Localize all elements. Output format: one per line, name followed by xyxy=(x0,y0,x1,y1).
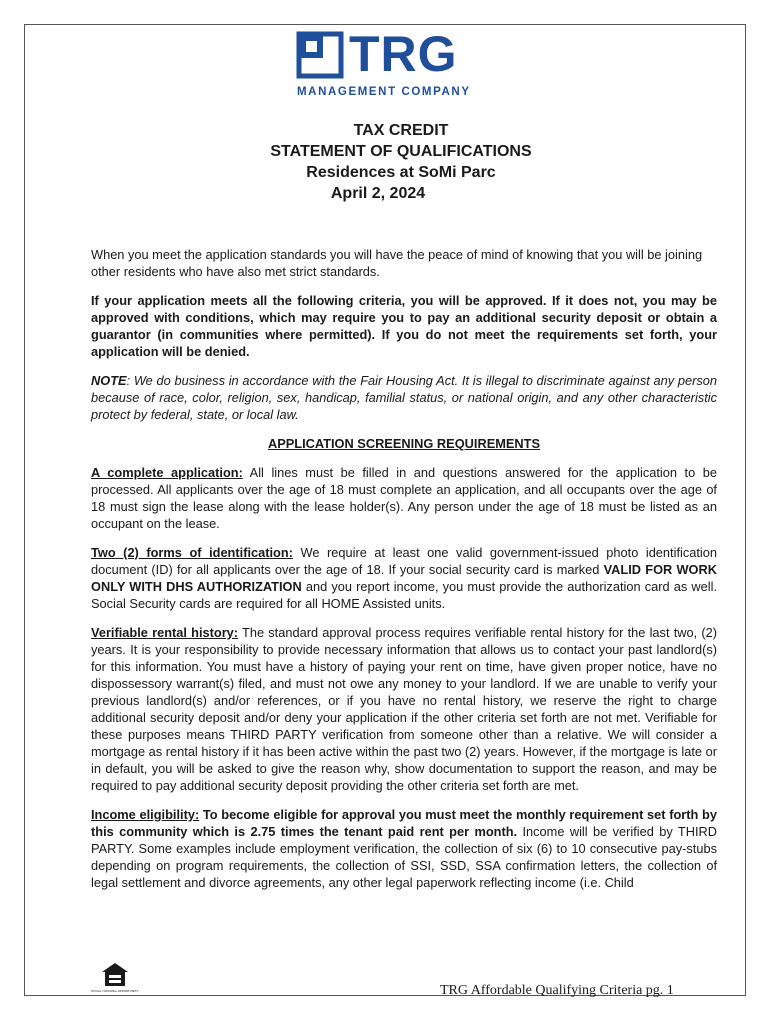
equal-housing-opportunity-icon xyxy=(91,962,139,994)
complete-application-lead: A complete application: xyxy=(91,465,243,480)
trg-logo-mark-icon xyxy=(297,32,343,78)
identification-emphasis: VALID FOR WORK ONLY WITH DHS AUTHORIZATION xyxy=(91,562,717,594)
note-label: NOTE xyxy=(91,373,127,388)
rental-history-text: The standard approval process requires verifiable rental history for the last two, (2) years. It is your responsibility to provide necessary information that allows us to contact your past landlord(s) for this information. You must have a history of paying your rent on time, have given proper notice, have no dispossessory warrant(s) filed, and must not owe any money to your landlord. If we are unable to verify your previous landlord(s) and/or references, or if you have no rental history, we reserve the right to charge additional security deposit and/or deny your application if the other criteria set forth are not met. Verifiable for these purposes means THIRD PARTY verification from someone other than a relative. We will consider a mortgage as rental history if it has been active within the past two (2) years. However, if the mortgage is late or in default, you will be asked to give the reason why, show documentation to support the reason, and may be required to pay additional security deposit providing the other criteria set forth are met. xyxy=(91,625,717,793)
income-emphasis: To become eligible for approval you must meet the monthly requirement set forth by this community which is 2.75 times the tenant paid rent per month. xyxy=(91,807,717,839)
title-line-3: Residences at SoMi Parc xyxy=(306,164,496,181)
income-text: Income will be verified by THIRD PARTY. Some examples include employment verification, the collection of six (6) to 10 consecutive pay-stubs depending on program requirements, the collection of SSI, SSD, SSA confirmation letters, the collection of legal settlement and divorce agreements, any other legal paperwork reflecting income (i.e. Child xyxy=(91,824,718,890)
document-body xyxy=(91,246,717,903)
footer-page-label: TRG Affordable Qualifying Criteria pg. 1 xyxy=(440,983,674,998)
complete-application-text: All lines must be filled in and questions answered for the application to be processed. All applicants over the age of 18 must complete an application, and all occupants over the age of 18 must sign the lease along with the lease holder(s). Any person under the age of 18 must be listed as an occupant on the lease. xyxy=(91,465,717,531)
equal-housing-caption: EQUAL HOUSING OPPORTUNITY xyxy=(91,989,139,993)
title-date: April 2, 2024 xyxy=(330,185,426,202)
identification-text-1: We require at least one valid government-issued photo identification document (ID) for all applicants over the age of 18. If your social security card is marked xyxy=(91,545,717,577)
criteria-paragraph: If your application meets all the following criteria, you will be approved. If it does not, you may be approved with conditions, which may require you to pay an additional security deposit or obtain a guarantor (in communities where permitted). If you do not meet the requirements set forth, your application will be denied. xyxy=(91,293,717,359)
section-heading: APPLICATION SCREENING REQUIREMENTS xyxy=(267,436,541,451)
identification-paragraph xyxy=(91,544,717,612)
title-line-2: STATEMENT OF QUALIFICATIONS xyxy=(270,143,532,160)
identification-lead: Two (2) forms of identification: xyxy=(91,545,293,560)
note-text: : We do business in accordance with the Fair Housing Act. It is illegal to discriminate against any person because of race, color, religion, sex, handicap, familial status, or national origin, and any other characteristic protect by federal, state, or local law. xyxy=(91,373,717,422)
identification-text-2: and you report income, you must provide the authorization card as well. Social Security cards are required for all HOME Assisted units. xyxy=(91,579,717,611)
income-lead: Income eligibility: xyxy=(91,807,200,822)
income-paragraph xyxy=(91,806,717,891)
intro-paragraph: When you meet the application standards you will have the peace of mind of knowing that you will be joining other residents who have also met strict standards. xyxy=(91,247,703,279)
rental-history-lead: Verifiable rental history: xyxy=(91,625,239,640)
note-paragraph xyxy=(91,372,717,423)
rental-history-paragraph xyxy=(91,624,717,794)
logo-brand: TRG xyxy=(349,26,458,82)
document-titles xyxy=(0,120,770,204)
title-line-1: TAX CREDIT xyxy=(353,122,449,139)
logo-subtitle: MANAGEMENT COMPANY xyxy=(297,86,471,98)
company-logo xyxy=(297,26,477,100)
complete-application-paragraph xyxy=(91,464,717,532)
